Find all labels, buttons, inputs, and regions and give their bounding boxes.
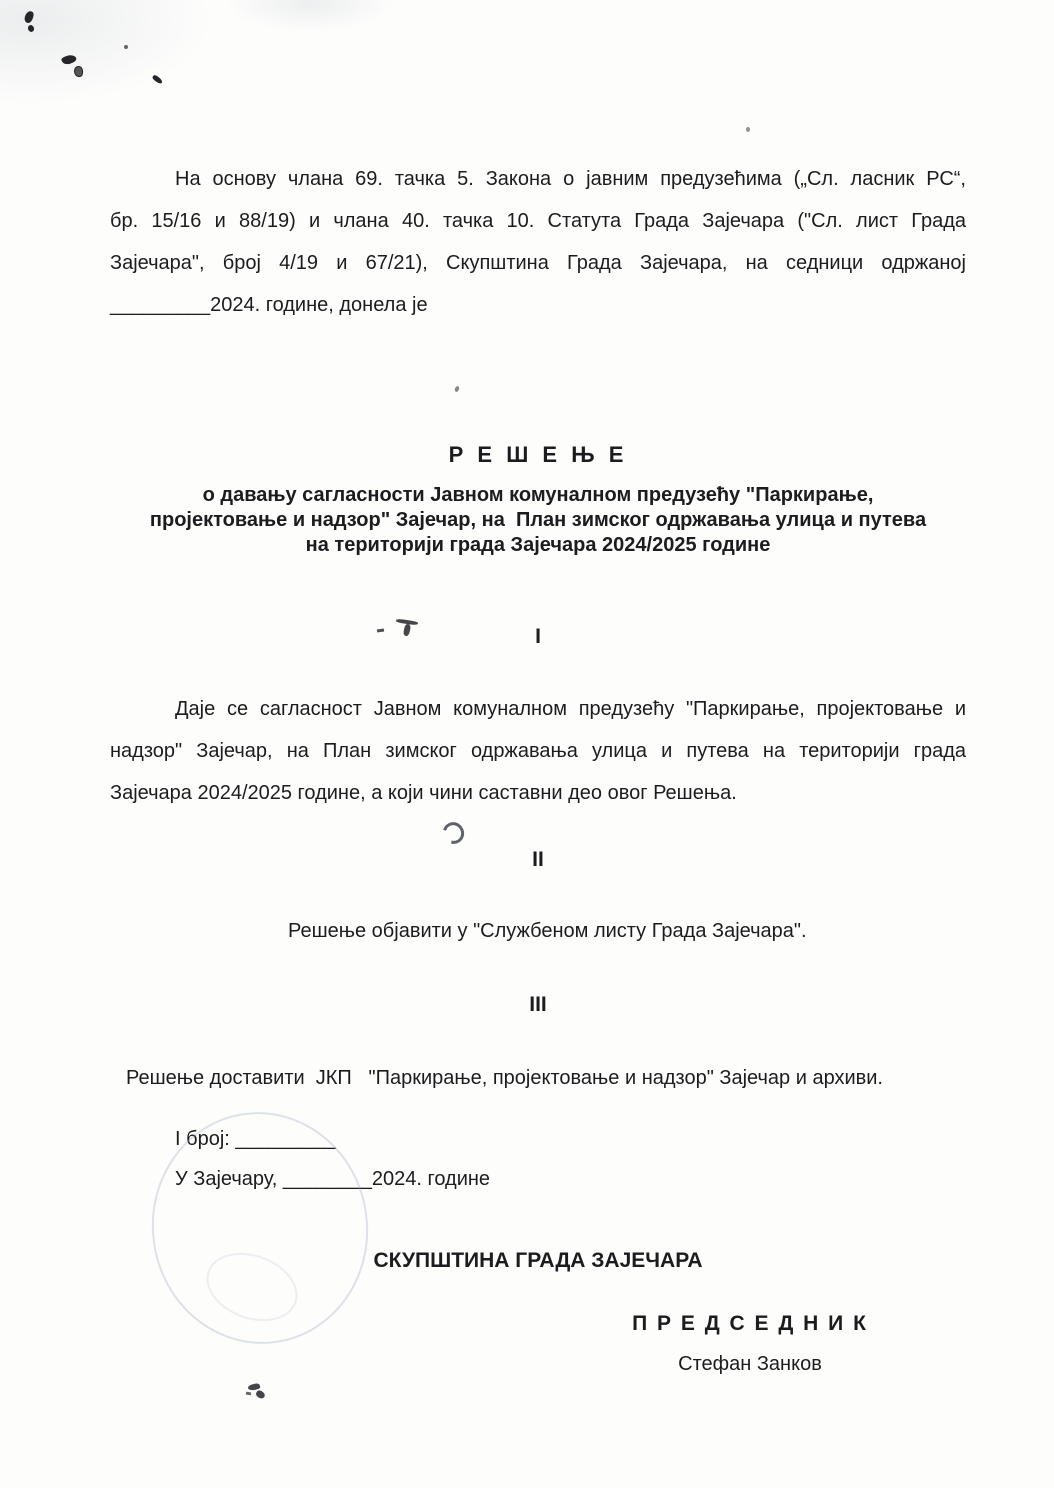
section-2-numeral: II: [532, 848, 544, 871]
decision-number-line: I број: _________: [175, 1128, 336, 1150]
ink-speck: [23, 10, 34, 24]
document-title: Р Е Ш Е Њ Е: [448, 442, 628, 467]
section-3-paragraph: Решење доставити ЈКП "Паркирање, пројектовање и надзор" Зајечар и архиви.: [126, 1067, 883, 1089]
intro-line: Зајечара", број 4/19 и 67/21), Скупштина Града Зајечара, на седници одржаној: [110, 252, 966, 274]
section-2-paragraph: Решење објавити у "Службеном листу Града Зајечара".: [288, 920, 807, 942]
assembly-name: СКУПШТИНА ГРАДА ЗАЈЕЧАРА: [373, 1249, 703, 1272]
section-1-line: Зајечара 2024/2025 године, а који чини саставни део овог Решења.: [110, 782, 737, 804]
place-and-date-line: У Зајечару, ________2024. године: [175, 1168, 491, 1190]
ink-speck: [255, 1389, 266, 1399]
document-subtitle: [110, 483, 966, 558]
section-1-line: Даје се сагласност Јавном комуналном предузећу "Паркирање, пројектовање и: [175, 698, 966, 720]
ink-speck: [746, 127, 750, 132]
president-name: Стефан Занков: [678, 1353, 822, 1375]
section-1-paragraph: [110, 688, 966, 814]
ink-speck: [27, 24, 35, 33]
intro-line: На основу члана 69. тачка 5. Закона о јавним предузећима („Сл. ласник РС“,: [175, 168, 966, 190]
section-3-numeral: III: [529, 993, 547, 1016]
section-1-numeral: I: [535, 625, 541, 648]
intro-paragraph: [110, 158, 966, 326]
section-1-line: надзор" Зајечар, на План зимског одржавања улица и путева на територији града: [110, 740, 966, 762]
president-title: П Р Е Д С Е Д Н И К: [632, 1312, 868, 1335]
ink-speck: [246, 1392, 251, 1396]
ink-speck: [74, 66, 83, 77]
ink-speck: [61, 52, 78, 67]
ink-speck: [124, 45, 128, 49]
intro-line: _________2024. године, донела је: [110, 294, 428, 316]
subtitle-line: на територији града Зајечара 2024/2025 године: [305, 534, 771, 556]
subtitle-line: пројектовање и надзор" Зајечар, на План зимског одржавања улица и путева: [149, 509, 927, 531]
ink-speck: [152, 74, 164, 85]
subtitle-line: о давању сагласности Јавном комуналном предузећу "Паркирање,: [202, 484, 874, 506]
intro-line: бр. 15/16 и 88/19) и члана 40. тачка 10. Статута Града Зајечара ("Сл. лист Града: [110, 210, 966, 232]
ink-speck: [454, 385, 460, 392]
